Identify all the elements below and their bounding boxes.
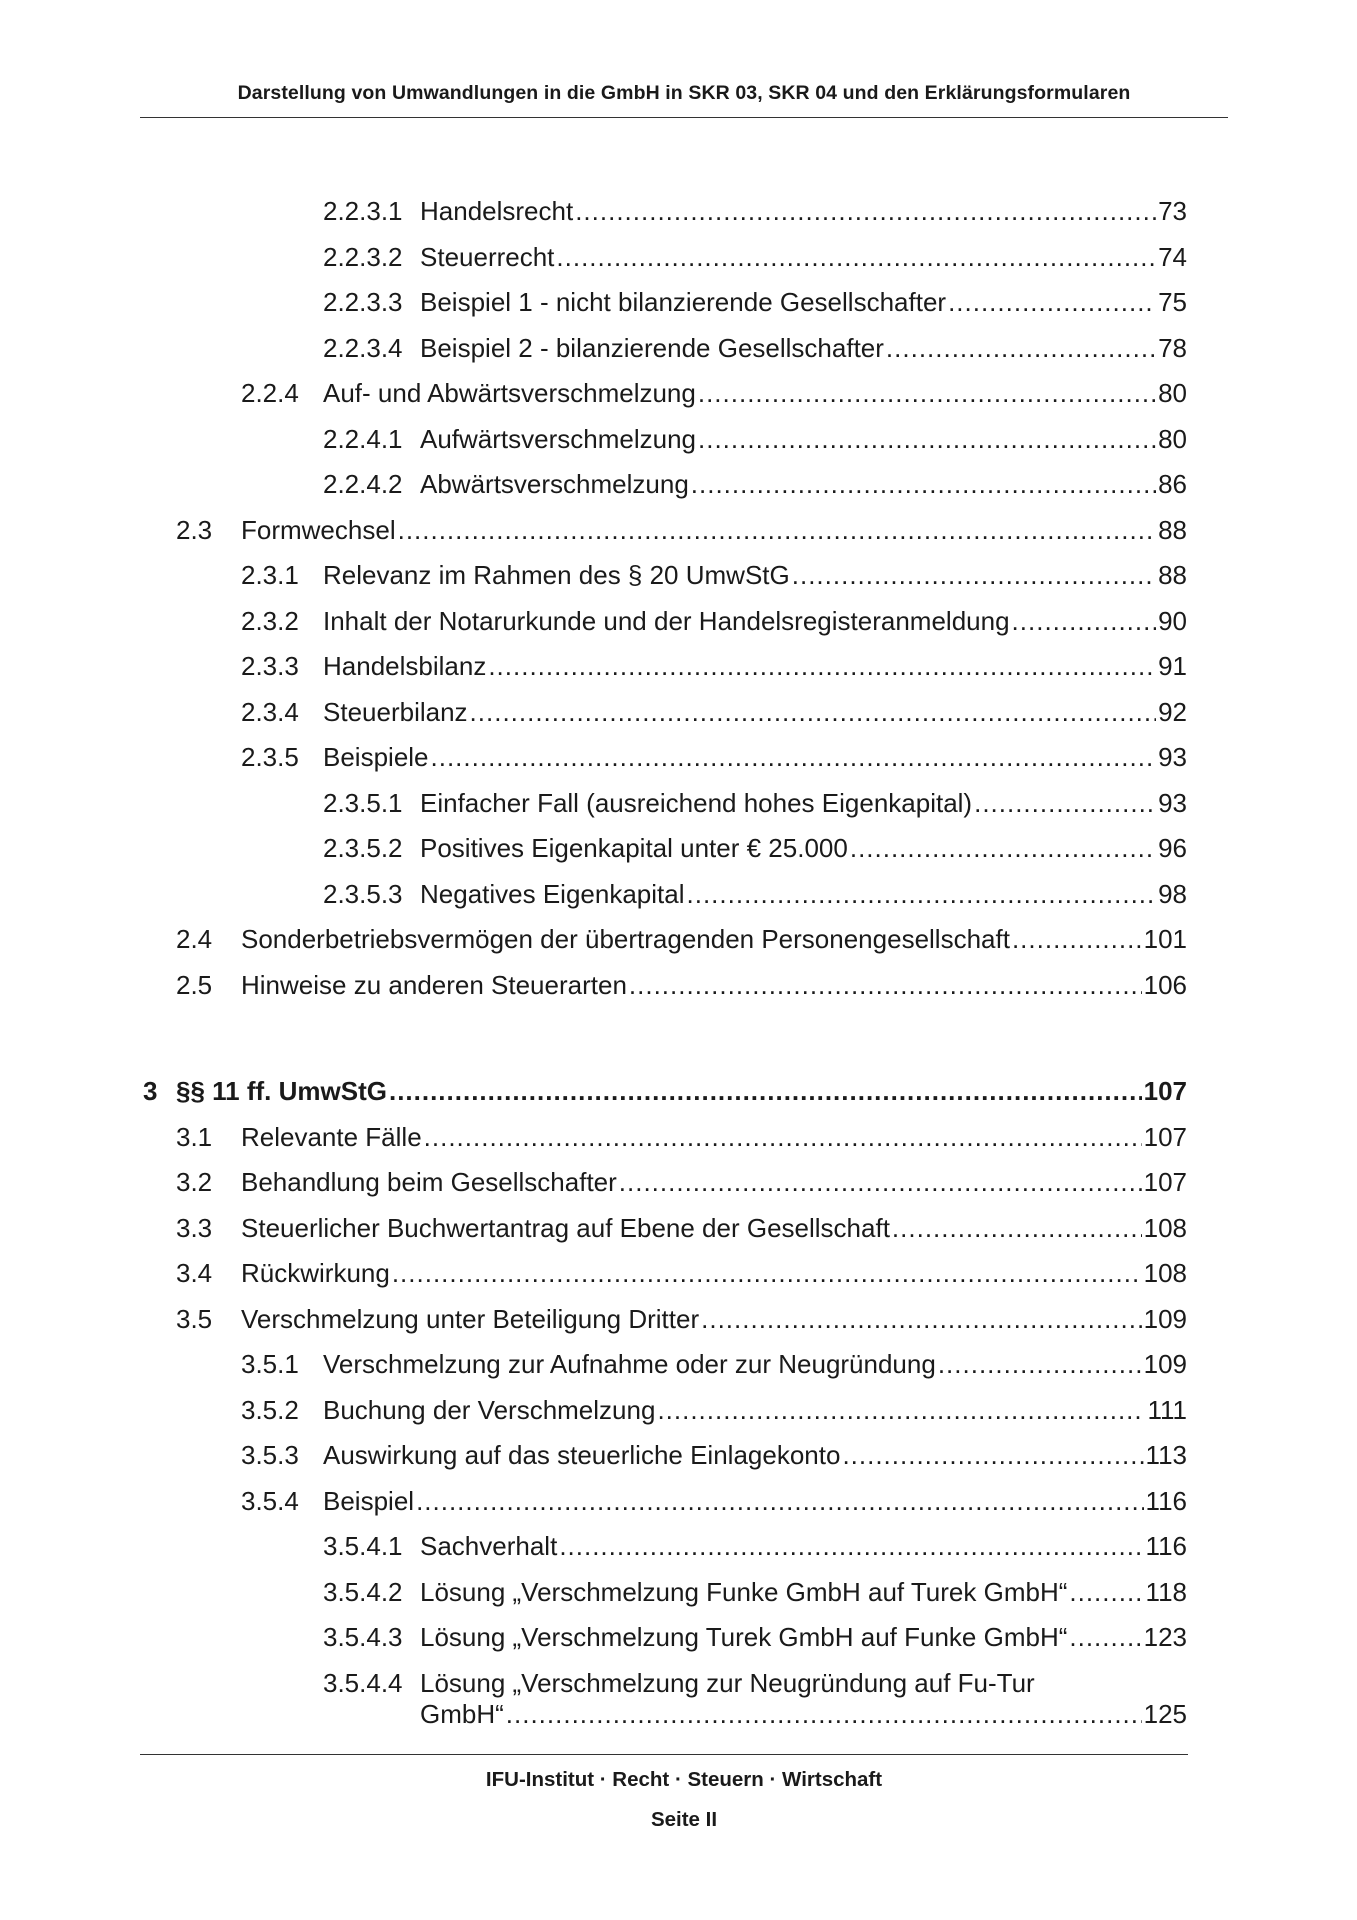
toc-page: 113 [1145, 1440, 1187, 1470]
toc-title: Lösung „Verschmelzung Funke GmbH auf Turek GmbH“ [420, 1576, 1068, 1607]
leader-dots [575, 196, 1156, 227]
toc-number: 2.4 [176, 924, 213, 954]
toc-number: 3 [143, 1076, 158, 1106]
toc-page: 123 [1143, 1622, 1187, 1652]
leader-dots [559, 1531, 1143, 1562]
toc-number: 2.3.2 [241, 605, 299, 636]
toc-number: 3.2 [176, 1167, 213, 1197]
toc-entry[interactable] [0, 196, 1357, 236]
toc-title: Rückwirkung [241, 1258, 390, 1288]
toc-title: Relevante Fälle [241, 1121, 422, 1152]
toc-page: 111 [1147, 1394, 1187, 1425]
toc-entry[interactable] [0, 1258, 1357, 1298]
leader-dots [470, 697, 1157, 728]
toc-entry[interactable] [0, 287, 1357, 327]
toc-title: Verschmelzung zur Aufnahme oder zur Neugründung [323, 1349, 936, 1379]
toc-entry[interactable] [0, 1167, 1357, 1207]
toc-page: 80 [1158, 378, 1187, 408]
toc-number: 2.3.5.3 [323, 878, 403, 909]
toc-number: 2.3.4 [241, 696, 299, 727]
toc-number: 2.3.5.2 [323, 833, 403, 863]
toc-entry[interactable] [0, 879, 1357, 919]
leader-dots [701, 1304, 1141, 1335]
toc-page: 109 [1143, 1349, 1187, 1379]
toc-number: 2.2.4 [241, 378, 299, 408]
leader-dots [842, 1440, 1143, 1471]
toc-page: 101 [1143, 924, 1187, 954]
toc-title: Steuerrecht [420, 241, 555, 272]
leader-dots [691, 469, 1156, 500]
toc-page: 107 [1143, 1121, 1187, 1152]
toc-title-line1 [420, 1668, 1187, 1699]
toc-entry[interactable] [0, 1577, 1357, 1617]
toc-number: 3.5.4.1 [323, 1531, 403, 1561]
leader-dots [948, 287, 1156, 318]
toc-title: Auswirkung auf das steuerliche Einlagekonto [323, 1440, 841, 1470]
toc-title: §§ 11 ff. UmwStG [176, 1076, 387, 1106]
toc-title: Verschmelzung unter Beteiligung Dritter [241, 1303, 700, 1334]
toc-number: 2.2.4.1 [323, 423, 403, 454]
toc-number: 3.5.2 [241, 1394, 299, 1425]
leader-dots [1012, 924, 1142, 955]
toc-number: 2.2.3.4 [323, 332, 403, 363]
toc-title: Beispiel [323, 1485, 415, 1516]
toc-entry[interactable] [0, 1213, 1357, 1253]
leader-dots [886, 333, 1156, 364]
toc-entry[interactable] [0, 970, 1357, 1010]
toc-title: Negatives Eigenkapital [420, 878, 685, 909]
toc-entry[interactable] [0, 606, 1357, 646]
toc-number: 2.3.5.1 [323, 787, 403, 818]
leader-dots [698, 424, 1156, 455]
toc-number: 2.5 [176, 969, 213, 1000]
toc-number: 2.2.3.2 [323, 241, 403, 272]
toc-page: 88 [1158, 560, 1187, 590]
toc-title: Formwechsel [241, 514, 396, 545]
toc-entry[interactable] [0, 788, 1357, 828]
toc-title: Relevanz im Rahmen des § 20 UmwStG [323, 560, 790, 590]
leader-dots [556, 242, 1156, 273]
toc-number: 3.3 [176, 1212, 213, 1243]
toc-number: 2.3.3 [241, 651, 299, 681]
leader-dots [629, 970, 1142, 1001]
header-rule [140, 117, 1228, 118]
toc-title-continued: GmbH“ [420, 1698, 504, 1729]
leader-dots [389, 1076, 1142, 1107]
toc-title: Lösung „Verschmelzung zur Neugründung auf Fu-Tur [420, 1667, 1035, 1698]
toc-number: 3.5.4.4 [323, 1667, 403, 1698]
toc-page: 73 [1158, 196, 1187, 226]
footer-rule [140, 1754, 1188, 1755]
toc-title: Handelsrecht [420, 196, 574, 226]
toc-number: 2.3.5 [241, 742, 299, 772]
toc-entry[interactable] [0, 742, 1357, 782]
toc-entry[interactable] [0, 651, 1357, 691]
toc-page: 80 [1158, 423, 1187, 454]
toc-page: 107 [1143, 1167, 1187, 1197]
toc-entry[interactable] [0, 924, 1357, 964]
toc-title: Auf- und Abwärtsverschmelzung [323, 378, 696, 408]
toc-page: 109 [1143, 1303, 1187, 1334]
toc-page: 96 [1158, 833, 1187, 863]
toc-number: 3.1 [176, 1121, 213, 1152]
toc-number: 2.2.3.3 [323, 287, 403, 317]
toc-entry[interactable] [0, 1440, 1357, 1480]
toc-title: Steuerbilanz [323, 696, 468, 727]
leader-dots [398, 515, 1156, 546]
toc-title: Steuerlicher Buchwertantrag auf Ebene der Gesellschaft [241, 1212, 890, 1243]
toc-number: 3.5.3 [241, 1440, 299, 1470]
toc-page: 108 [1143, 1212, 1187, 1243]
page-number: Seite II [650, 1808, 718, 1831]
leader-dots [488, 651, 1156, 682]
toc-page: 108 [1143, 1258, 1187, 1288]
toc-chapter-entry[interactable] [0, 1076, 1357, 1116]
leader-dots [850, 833, 1156, 864]
leader-dots [619, 1167, 1142, 1198]
toc-title: Abwärtsverschmelzung [420, 469, 689, 499]
leader-dots [424, 1122, 1142, 1153]
toc-title: Buchung der Verschmelzung [323, 1394, 656, 1425]
toc-page: 91 [1158, 651, 1187, 681]
toc-number: 3.5.4 [241, 1485, 299, 1516]
leader-dots [1069, 1577, 1143, 1608]
toc-title: Sachverhalt [420, 1531, 558, 1561]
leader-dots [657, 1395, 1145, 1426]
leader-dots [792, 560, 1156, 591]
toc-number: 3.5 [176, 1303, 213, 1334]
toc-entry[interactable] [0, 833, 1357, 873]
leader-dots [392, 1258, 1142, 1289]
toc-title: Positives Eigenkapital unter € 25.000 [420, 833, 848, 863]
leader-dots [431, 742, 1157, 773]
toc-page: 98 [1158, 878, 1187, 909]
toc-page: 125 [1143, 1698, 1187, 1729]
leader-dots [892, 1213, 1142, 1244]
toc-number: 3.5.4.2 [323, 1576, 403, 1607]
leader-dots [416, 1486, 1143, 1517]
toc-title: Lösung „Verschmelzung Turek GmbH auf Funke GmbH“ [420, 1622, 1068, 1652]
toc-entry[interactable] [0, 560, 1357, 600]
leader-dots [1012, 606, 1157, 637]
toc-number: 2.2.3.1 [323, 196, 403, 226]
toc-entry[interactable] [0, 378, 1357, 418]
toc-title: Sonderbetriebsvermögen der übertragenden Personengesellschaft [241, 924, 1010, 954]
toc-entry[interactable] [0, 515, 1357, 555]
toc-page: 74 [1158, 241, 1187, 272]
leader-dots [1069, 1622, 1141, 1653]
toc-page: 92 [1158, 696, 1187, 727]
toc-title: Einfacher Fall (ausreichend hohes Eigenkapital) [420, 787, 973, 818]
toc-page: 90 [1158, 605, 1187, 636]
toc-entry[interactable] [0, 697, 1357, 737]
toc-page: 118 [1145, 1576, 1187, 1607]
toc-title: Aufwärtsverschmelzung [420, 423, 696, 454]
leader-dots [938, 1349, 1142, 1380]
leader-dots [687, 879, 1157, 910]
toc-page: 116 [1145, 1531, 1187, 1561]
toc-entry[interactable] [0, 1622, 1357, 1662]
toc-page: 78 [1158, 332, 1187, 363]
toc-page: 88 [1158, 514, 1187, 545]
toc-page: 86 [1158, 469, 1187, 499]
leader-dots [506, 1699, 1142, 1730]
toc-entry[interactable] [0, 1668, 1357, 1744]
toc-title: Beispiel 2 - bilanzierende Gesellschafter [420, 332, 884, 363]
toc-title: Handelsbilanz [323, 651, 487, 681]
toc-page: 106 [1143, 969, 1187, 1000]
toc-entry[interactable] [0, 1395, 1357, 1435]
toc-number: 2.2.4.2 [323, 469, 403, 499]
toc-page: 116 [1145, 1485, 1187, 1516]
toc-entry[interactable] [0, 1531, 1357, 1571]
toc-entry[interactable] [0, 1349, 1357, 1389]
toc-page: 93 [1158, 787, 1187, 818]
toc-entry[interactable] [0, 242, 1357, 282]
toc-number: 2.3.1 [241, 560, 299, 590]
toc-number: 2.3 [176, 514, 213, 545]
leader-dots [974, 788, 1156, 819]
toc-entry[interactable] [0, 1304, 1357, 1344]
toc-page: 93 [1158, 742, 1187, 772]
toc-page: 75 [1158, 287, 1187, 317]
toc-title: Beispiele [323, 742, 429, 772]
toc-entry[interactable] [0, 1122, 1357, 1162]
toc-title: Behandlung beim Gesellschafter [241, 1167, 617, 1197]
toc-number: 3.4 [176, 1258, 213, 1288]
toc-title: Inhalt der Notarurkunde und der Handelsregisteranmeldung [323, 605, 1010, 636]
toc-title: Hinweise zu anderen Steuerarten [241, 969, 627, 1000]
toc-entry[interactable] [0, 333, 1357, 373]
leader-dots [698, 378, 1156, 409]
toc-number: 3.5.1 [241, 1349, 299, 1379]
toc-entry[interactable] [0, 1486, 1357, 1526]
toc-page: 107 [1143, 1076, 1187, 1106]
toc-title: Beispiel 1 - nicht bilanzierende Gesellschafter [420, 287, 947, 317]
toc-entry[interactable] [0, 424, 1357, 464]
toc-number: 3.5.4.3 [323, 1622, 403, 1652]
footer-institute: IFU-Institut · Recht · Steuern · Wirtschaft [485, 1768, 883, 1791]
running-header: Darstellung von Umwandlungen in die GmbH in SKR 03, SKR 04 und den Erklärungsformularen [237, 82, 1131, 104]
toc-entry[interactable] [0, 469, 1357, 509]
